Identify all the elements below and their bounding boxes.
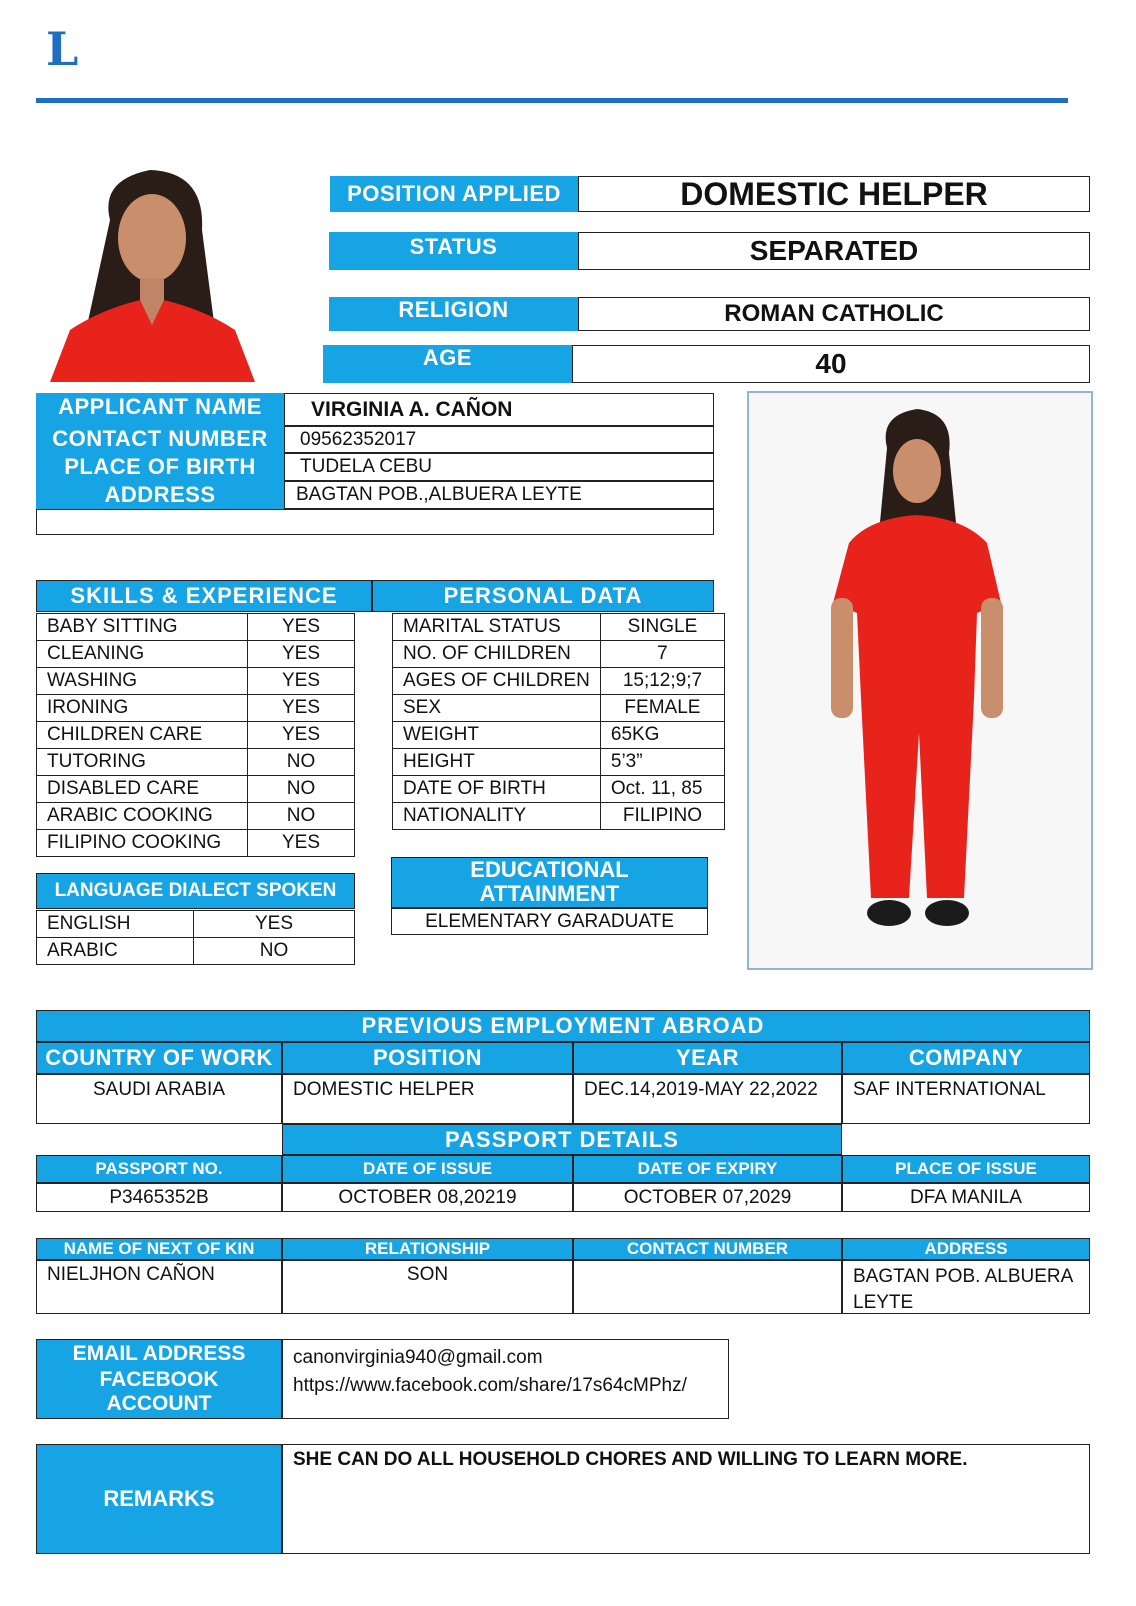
language-header: LANGUAGE DIALECT SPOKEN xyxy=(36,873,355,909)
skill-name: ARABIC COOKING xyxy=(37,803,248,830)
passport-col-expiry: DATE OF EXPIRY xyxy=(573,1155,842,1183)
position-applied-label: POSITION APPLIED xyxy=(330,176,578,212)
kin-name: NIELJHON CAÑON xyxy=(36,1260,282,1314)
personal-value: Oct. 11, 85 xyxy=(600,776,724,803)
kin-contact xyxy=(573,1260,842,1314)
full-body-illustration xyxy=(749,393,1091,968)
table-row xyxy=(37,830,355,857)
applicant-name-value: VIRGINIA A. CAÑON xyxy=(284,393,714,426)
facebook-link[interactable]: https://www.facebook.com/share/17s64cMPhz/ xyxy=(293,1375,687,1396)
remarks-text: SHE CAN DO ALL HOUSEHOLD CHORES AND WILLING TO LEARN MORE. xyxy=(282,1444,1090,1554)
employment-col-year: YEAR xyxy=(573,1042,842,1074)
language-value: NO xyxy=(194,938,355,965)
table-row xyxy=(393,641,725,668)
skill-name: TUTORING xyxy=(37,749,248,776)
skill-name: WASHING xyxy=(37,668,248,695)
contact-labels xyxy=(36,1339,282,1419)
email-label: EMAIL ADDRESS xyxy=(72,1342,246,1365)
skill-value: NO xyxy=(248,776,355,803)
language-name: ARABIC xyxy=(37,938,194,965)
skill-name: FILIPINO COOKING xyxy=(37,830,248,857)
kin-col-contact: CONTACT NUMBER xyxy=(573,1238,842,1260)
passport-place: DFA MANILA xyxy=(842,1183,1090,1212)
table-row xyxy=(37,938,355,965)
position-applied-value: DOMESTIC HELPER xyxy=(578,176,1090,212)
table-row xyxy=(393,803,725,830)
language-name: ENGLISH xyxy=(37,911,194,938)
table-row xyxy=(393,776,725,803)
skills-table xyxy=(36,613,355,857)
religion-value: ROMAN CATHOLIC xyxy=(578,297,1090,331)
full-body-photo xyxy=(747,391,1093,970)
age-value: 40 xyxy=(572,345,1090,383)
passport-issue-date: OCTOBER 08,20219 xyxy=(282,1183,573,1212)
skills-header: SKILLS & EXPERIENCE xyxy=(36,580,372,612)
employment-country: SAUDI ARABIA xyxy=(36,1074,282,1124)
skill-name: BABY SITTING xyxy=(37,614,248,641)
kin-col-address: ADDRESS xyxy=(842,1238,1090,1260)
employment-header: PREVIOUS EMPLOYMENT ABROAD xyxy=(36,1010,1090,1042)
address-value: BAGTAN POB.,ALBUERA LEYTE xyxy=(284,481,714,509)
table-row xyxy=(37,776,355,803)
personal-value: 5’3” xyxy=(600,749,724,776)
table-row xyxy=(393,614,725,641)
personal-value: 15;12;9;7 xyxy=(600,668,724,695)
employment-col-position: POSITION xyxy=(282,1042,573,1074)
personal-field: NO. OF CHILDREN xyxy=(393,641,601,668)
skill-value: NO xyxy=(248,803,355,830)
skill-name: CHILDREN CARE xyxy=(37,722,248,749)
contact-number-value: 09562352017 xyxy=(284,426,714,453)
remarks-label: REMARKS xyxy=(36,1444,282,1554)
skill-value: YES xyxy=(248,614,355,641)
employment-year: DEC.14,2019-MAY 22,2022 xyxy=(573,1074,842,1124)
education-title-line2: ATTAINMENT xyxy=(479,881,620,906)
table-row xyxy=(393,695,725,722)
passport-header: PASSPORT DETAILS xyxy=(282,1124,842,1155)
header-rule xyxy=(36,98,1068,103)
personal-value: SINGLE xyxy=(600,614,724,641)
blank-row xyxy=(36,509,714,535)
table-row xyxy=(37,614,355,641)
skill-name: IRONING xyxy=(37,695,248,722)
skill-value: NO xyxy=(248,749,355,776)
table-row xyxy=(37,803,355,830)
passport-col-place: PLACE OF ISSUE xyxy=(842,1155,1090,1183)
place-of-birth-value: TUDELA CEBU xyxy=(284,453,714,481)
personal-data-table xyxy=(392,613,725,830)
kin-address: BAGTAN POB. ALBUERA LEYTE xyxy=(842,1260,1090,1314)
table-row xyxy=(393,668,725,695)
education-title-line1: EDUCATIONAL xyxy=(470,857,629,882)
personal-field: AGES OF CHILDREN xyxy=(393,668,601,695)
table-row xyxy=(393,749,725,776)
education-header xyxy=(391,857,708,908)
personal-field: WEIGHT xyxy=(393,722,601,749)
employment-company: SAF INTERNATIONAL xyxy=(842,1074,1090,1124)
personal-field: MARITAL STATUS xyxy=(393,614,601,641)
personal-field: DATE OF BIRTH xyxy=(393,776,601,803)
contact-values xyxy=(282,1339,729,1419)
kin-col-relationship: RELATIONSHIP xyxy=(282,1238,573,1260)
passport-col-issue: DATE OF ISSUE xyxy=(282,1155,573,1183)
education-value: ELEMENTARY GARADUATE xyxy=(391,908,708,935)
place-of-birth-label: PLACE OF BIRTH xyxy=(64,454,256,479)
skill-name: CLEANING xyxy=(37,641,248,668)
personal-field: HEIGHT xyxy=(393,749,601,776)
skill-value: YES xyxy=(248,830,355,857)
personal-field: NATIONALITY xyxy=(393,803,601,830)
table-row xyxy=(37,695,355,722)
facebook-label-2: ACCOUNT xyxy=(106,1392,212,1415)
personal-value: 7 xyxy=(600,641,724,668)
email-link[interactable]: canonvirginia940@gmail.com xyxy=(293,1347,543,1368)
kin-relationship: SON xyxy=(282,1260,573,1314)
facebook-label-1: FACEBOOK xyxy=(99,1368,219,1391)
contact-number-label: CONTACT NUMBER xyxy=(52,426,268,451)
company-logo: L xyxy=(46,22,79,76)
passport-col-number: PASSPORT NO. xyxy=(36,1155,282,1183)
skill-value: YES xyxy=(248,641,355,668)
skill-value: YES xyxy=(248,722,355,749)
skill-value: YES xyxy=(248,668,355,695)
age-label: AGE xyxy=(323,345,572,383)
passport-expiry-date: OCTOBER 07,2029 xyxy=(573,1183,842,1212)
passport-number: P3465352B xyxy=(36,1183,282,1212)
personal-value: FEMALE xyxy=(600,695,724,722)
table-row xyxy=(37,668,355,695)
employment-col-company: COMPANY xyxy=(842,1042,1090,1074)
kin-col-name: NAME OF NEXT OF KIN xyxy=(36,1238,282,1260)
skill-value: YES xyxy=(248,695,355,722)
status-label: STATUS xyxy=(329,232,578,270)
table-row xyxy=(393,722,725,749)
language-value: YES xyxy=(194,911,355,938)
table-row xyxy=(37,722,355,749)
portrait-illustration xyxy=(40,160,264,382)
headshot-photo xyxy=(40,160,264,382)
table-row xyxy=(37,641,355,668)
skill-name: DISABLED CARE xyxy=(37,776,248,803)
language-table xyxy=(36,910,355,965)
personal-field: SEX xyxy=(393,695,601,722)
employment-position: DOMESTIC HELPER xyxy=(282,1074,573,1124)
personal-value: FILIPINO xyxy=(600,803,724,830)
personal-value: 65KG xyxy=(600,722,724,749)
personal-data-header: PERSONAL DATA xyxy=(372,580,714,612)
status-value: SEPARATED xyxy=(578,232,1090,270)
table-row xyxy=(37,749,355,776)
table-row xyxy=(37,911,355,938)
employment-col-country: COUNTRY OF WORK xyxy=(36,1042,282,1074)
address-label: ADDRESS xyxy=(104,482,216,507)
religion-label: RELIGION xyxy=(329,297,578,331)
applicant-name-label: APPLICANT NAME xyxy=(58,394,262,419)
